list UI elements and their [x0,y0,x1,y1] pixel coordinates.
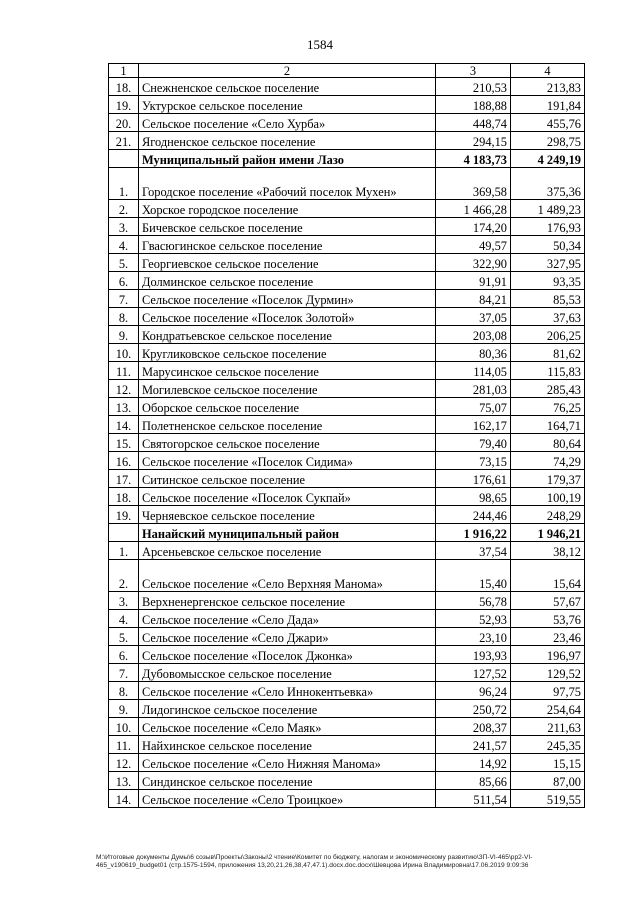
value-col3: 52,93 [436,610,511,628]
value-col3: 322,90 [436,254,511,272]
settlement-name: Оборское сельское поселение [139,398,436,416]
settlement-name: Сельское поселение «Поселок Сидима» [139,452,436,470]
settlement-name: Нанайский муниципальный район [139,524,436,542]
column-header: 3 [436,64,511,78]
row-number: 18. [109,78,139,96]
value-col4: 50,34 [511,236,585,254]
table-row [109,344,585,362]
row-number: 8. [109,682,139,700]
value-col3: 98,65 [436,488,511,506]
column-header: 4 [511,64,585,78]
value-col4: 115,83 [511,362,585,380]
value-col3: 188,88 [436,96,511,114]
table-row [109,488,585,506]
row-number: 8. [109,308,139,326]
value-col4: 76,25 [511,398,585,416]
value-col4: 15,15 [511,754,585,772]
row-number: 6. [109,272,139,290]
value-col3: 203,08 [436,326,511,344]
value-col3: 75,07 [436,398,511,416]
value-col4: 248,29 [511,506,585,524]
row-number: 14. [109,416,139,434]
value-col3: 1 916,22 [436,524,511,542]
table-row [109,772,585,790]
settlement-name: Сельское поселение «Село Джари» [139,628,436,646]
value-col4: 327,95 [511,254,585,272]
table-row [109,560,585,592]
value-col3: 511,54 [436,790,511,808]
row-number: 9. [109,700,139,718]
settlement-name: Сельское поселение «Поселок Джонка» [139,646,436,664]
value-col4: 38,12 [511,542,585,560]
value-col4: 53,76 [511,610,585,628]
row-number [109,150,139,168]
header-row [109,64,585,78]
value-col4: 455,76 [511,114,585,132]
table-row [109,78,585,96]
value-col3: 250,72 [436,700,511,718]
settlement-name: Сельское поселение «Поселок Сукпай» [139,488,436,506]
table-row [109,114,585,132]
table-row [109,682,585,700]
table-row [109,610,585,628]
settlement-name: Кругликовское сельское поселение [139,344,436,362]
value-col4: 97,75 [511,682,585,700]
settlement-name: Могилевское сельское поселение [139,380,436,398]
table-row [109,542,585,560]
table-row [109,200,585,218]
value-col4: 1 489,23 [511,200,585,218]
table-row [109,754,585,772]
settlement-name: Георгиевское сельское поселение [139,254,436,272]
row-number: 1. [109,168,139,200]
value-col3: 96,24 [436,682,511,700]
table-row [109,218,585,236]
value-col4: 298,75 [511,132,585,150]
table-row [109,592,585,610]
row-number [109,524,139,542]
table-row [109,452,585,470]
value-col3: 193,93 [436,646,511,664]
settlement-name: Дубовомысское сельское поселение [139,664,436,682]
settlement-name: Сельское поселение «Село Дада» [139,610,436,628]
value-col3: 281,03 [436,380,511,398]
row-number: 21. [109,132,139,150]
row-number: 3. [109,218,139,236]
table-row [109,272,585,290]
value-col3: 162,17 [436,416,511,434]
row-number: 20. [109,114,139,132]
value-col4: 57,67 [511,592,585,610]
settlement-name: Муниципальный район имени Лазо [139,150,436,168]
value-col3: 114,05 [436,362,511,380]
value-col3: 79,40 [436,434,511,452]
value-col4: 37,63 [511,308,585,326]
table-row [109,380,585,398]
value-col4: 23,46 [511,628,585,646]
settlement-name: Снежненское сельское поселение [139,78,436,96]
row-number: 7. [109,664,139,682]
value-col4: 179,37 [511,470,585,488]
value-col4: 15,64 [511,560,585,592]
settlement-name: Ягодненское сельское поселение [139,132,436,150]
value-col4: 254,64 [511,700,585,718]
settlement-name: Полетненское сельское поселение [139,416,436,434]
group-header-row [109,524,585,542]
page-number: 1584 [307,37,333,52]
row-number: 4. [109,610,139,628]
value-col3: 23,10 [436,628,511,646]
column-header: 2 [139,64,436,78]
value-col3: 85,66 [436,772,511,790]
settlement-name: Верхненергенское сельское поселение [139,592,436,610]
value-col3: 448,74 [436,114,511,132]
table-row [109,96,585,114]
value-col3: 15,40 [436,560,511,592]
settlement-name: Арсеньевское сельское поселение [139,542,436,560]
table-row [109,254,585,272]
settlement-name: Уктурское сельское поселение [139,96,436,114]
row-number: 14. [109,790,139,808]
table-row [109,664,585,682]
row-number: 15. [109,434,139,452]
table-row [109,628,585,646]
settlement-name: Сельское поселение «Село Иннокентьевка» [139,682,436,700]
value-col3: 127,52 [436,664,511,682]
table-row [109,506,585,524]
value-col4: 87,00 [511,772,585,790]
value-col4: 81,62 [511,344,585,362]
row-number: 16. [109,452,139,470]
table-row [109,434,585,452]
row-number: 6. [109,646,139,664]
settlement-name: Сельское поселение «Поселок Дурмин» [139,290,436,308]
table-row [109,736,585,754]
value-col3: 37,54 [436,542,511,560]
table-row [109,470,585,488]
value-col4: 191,84 [511,96,585,114]
value-col4: 285,43 [511,380,585,398]
value-col4: 80,64 [511,434,585,452]
row-number: 11. [109,362,139,380]
settlement-name: Долминское сельское поселение [139,272,436,290]
row-number: 11. [109,736,139,754]
value-col4: 74,29 [511,452,585,470]
settlement-name: Сельское поселение «Поселок Золотой» [139,308,436,326]
row-number: 12. [109,754,139,772]
value-col3: 176,61 [436,470,511,488]
value-col4: 519,55 [511,790,585,808]
settlement-name: Сельское поселение «Село Маяк» [139,718,436,736]
row-number: 18. [109,488,139,506]
table-row [109,362,585,380]
value-col4: 93,35 [511,272,585,290]
value-col3: 1 466,28 [436,200,511,218]
value-col3: 244,46 [436,506,511,524]
value-col4: 211,63 [511,718,585,736]
value-col4: 176,93 [511,218,585,236]
settlement-name: Сельское поселение «Село Верхняя Манома» [139,560,436,592]
column-header: 1 [109,64,139,78]
row-number: 10. [109,344,139,362]
settlement-name: Бичевское сельское поселение [139,218,436,236]
value-col3: 241,57 [436,736,511,754]
settlement-name: Марусинское сельское поселение [139,362,436,380]
value-col4: 245,35 [511,736,585,754]
table-row [109,326,585,344]
value-col4: 206,25 [511,326,585,344]
value-col4: 375,36 [511,168,585,200]
row-number: 2. [109,200,139,218]
settlement-name: Хорское городское поселение [139,200,436,218]
settlement-name: Святогорское сельское поселение [139,434,436,452]
value-col3: 73,15 [436,452,511,470]
settlement-name: Лидогинское сельское поселение [139,700,436,718]
row-number: 17. [109,470,139,488]
value-col4: 85,53 [511,290,585,308]
row-number: 4. [109,236,139,254]
settlement-name: Городское поселение «Рабочий поселок Мухен» [139,168,436,200]
value-col4: 100,19 [511,488,585,506]
row-number: 12. [109,380,139,398]
row-number: 19. [109,96,139,114]
row-number: 19. [109,506,139,524]
row-number: 7. [109,290,139,308]
table-row [109,308,585,326]
table-row [109,398,585,416]
table-row [109,236,585,254]
value-col4: 1 946,21 [511,524,585,542]
value-col3: 294,15 [436,132,511,150]
settlement-name: Кондратьевское сельское поселение [139,326,436,344]
settlement-name: Черняевское сельское поселение [139,506,436,524]
table-row [109,790,585,808]
value-col4: 164,71 [511,416,585,434]
file-path-footer: M:\Итоговые документы Думы\6 созыв\Проекты\Законы\2 чтение\Комитет по бюджету, налогам и экономическому развитию\ЗП-VI-465\рр2-VI-465_v190619_budget01 (стр.1575-1594, приложения 13,20,21,26,38,47,47.1).docx.doc.docx\Шевцова Ирина Владимировна\17.06.2019 9:09:36 [96,854,533,869]
value-col3: 80,36 [436,344,511,362]
table-row [109,290,585,308]
value-col3: 174,20 [436,218,511,236]
settlement-name: Сельское поселение «Село Нижняя Манома» [139,754,436,772]
value-col3: 37,05 [436,308,511,326]
table-row [109,416,585,434]
data-table [108,63,585,808]
row-number: 9. [109,326,139,344]
group-header-row [109,150,585,168]
row-number: 1. [109,542,139,560]
row-number: 13. [109,398,139,416]
table-row [109,718,585,736]
value-col3: 91,91 [436,272,511,290]
value-col3: 4 183,73 [436,150,511,168]
value-col4: 196,97 [511,646,585,664]
settlement-name: Ситинское сельское поселение [139,470,436,488]
table-row [109,646,585,664]
settlement-name: Синдинское сельское поселение [139,772,436,790]
value-col4: 129,52 [511,664,585,682]
row-number: 13. [109,772,139,790]
settlement-name: Найхинское сельское поселение [139,736,436,754]
row-number: 5. [109,254,139,272]
table-row [109,132,585,150]
value-col4: 4 249,19 [511,150,585,168]
value-col3: 84,21 [436,290,511,308]
settlement-name: Гвасюгинское сельское поселение [139,236,436,254]
table-row [109,168,585,200]
value-col3: 49,57 [436,236,511,254]
row-number: 5. [109,628,139,646]
value-col3: 210,53 [436,78,511,96]
value-col3: 208,37 [436,718,511,736]
settlement-name: Сельское поселение «Село Троицкое» [139,790,436,808]
table-row [109,700,585,718]
settlement-name: Сельское поселение «Село Хурба» [139,114,436,132]
value-col3: 14,92 [436,754,511,772]
value-col3: 56,78 [436,592,511,610]
row-number: 2. [109,560,139,592]
value-col4: 213,83 [511,78,585,96]
row-number: 3. [109,592,139,610]
value-col3: 369,58 [436,168,511,200]
row-number: 10. [109,718,139,736]
